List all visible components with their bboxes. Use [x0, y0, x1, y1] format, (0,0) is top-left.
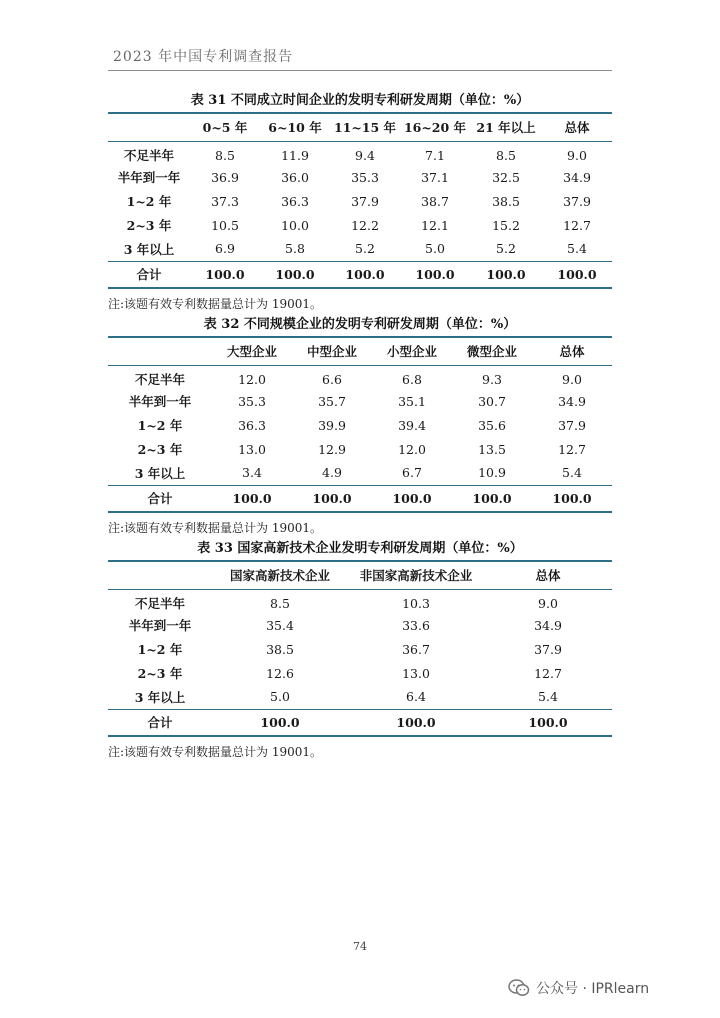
table-cell: 30.7 — [478, 393, 506, 409]
table-cell: 13.0 — [238, 441, 266, 457]
column-header: 总体 — [484, 561, 612, 589]
column-header: 16~20 年 — [400, 113, 470, 141]
table-cell: 36.0 — [281, 169, 309, 185]
table-cell: 5.4 — [567, 241, 587, 257]
table-header-row — [108, 561, 612, 589]
row-label: 2~3 年 — [126, 218, 172, 233]
table-cell: 6.7 — [402, 465, 422, 481]
row-label: 1~2 年 — [126, 194, 172, 209]
table-cell: 4.9 — [322, 465, 342, 481]
column-header: 总体 — [542, 113, 612, 141]
table-cell: 9.0 — [562, 371, 582, 387]
column-header: 中型企业 — [292, 337, 372, 365]
column-header: 总体 — [532, 337, 612, 365]
table-cell: 38.5 — [266, 641, 294, 657]
table-cell: 12.7 — [558, 441, 586, 457]
table-row — [108, 237, 612, 261]
column-header — [108, 337, 212, 365]
table-cell: 8.5 — [270, 595, 290, 611]
column-header: 0~5 年 — [190, 113, 260, 141]
column-header: 11~15 年 — [330, 113, 400, 141]
table-row — [108, 461, 612, 485]
table-cell: 36.9 — [211, 169, 239, 185]
table-cell: 10.3 — [402, 595, 430, 611]
table-cell: 9.4 — [355, 147, 375, 163]
table-cell: 6.6 — [322, 371, 342, 387]
table-cell: 100.0 — [400, 261, 470, 288]
column-header: 国家高新技术企业 — [212, 561, 348, 589]
column-header — [108, 113, 190, 141]
row-label: 3 年以上 — [123, 241, 175, 257]
row-label: 合计 — [108, 261, 190, 288]
table-cell: 100.0 — [484, 709, 612, 736]
row-label: 1~2 年 — [137, 642, 183, 657]
table-cell: 34.9 — [534, 617, 562, 633]
table-cell: 6.8 — [402, 371, 422, 387]
row-label: 合计 — [108, 709, 212, 736]
table-total-row — [108, 485, 612, 512]
table-cell: 12.7 — [534, 665, 562, 681]
table-cell: 37.1 — [421, 169, 449, 185]
running-header: 2023 年中国专利调查报告 — [113, 49, 294, 65]
table-cell: 12.6 — [266, 665, 294, 681]
table-cell: 37.9 — [558, 417, 586, 433]
watermark-text: 公众号 · IPRlearn — [536, 981, 650, 997]
table-header-row — [108, 113, 612, 141]
table-31 — [108, 112, 612, 289]
table-row — [108, 637, 612, 661]
table-cell: 13.0 — [402, 665, 430, 681]
table-cell: 36.3 — [238, 417, 266, 433]
row-label: 半年到一年 — [128, 618, 192, 633]
table-title: 表 32 不同规模企业的发明专利研发周期（单位：%） — [203, 317, 517, 332]
table-note: 注:该题有效专利数据量总计为 19001。 — [108, 521, 323, 535]
table-32-block — [108, 314, 612, 536]
table-cell: 9.0 — [567, 147, 587, 163]
table-title: 表 33 国家高新技术企业发明专利研发周期（单位：%） — [197, 541, 523, 556]
table-row — [108, 437, 612, 461]
row-label: 2~3 年 — [137, 666, 183, 681]
table-cell: 32.5 — [492, 169, 520, 185]
table-row — [108, 661, 612, 685]
table-cell: 10.5 — [211, 217, 239, 233]
table-cell: 9.0 — [538, 595, 558, 611]
table-cell: 9.3 — [482, 371, 502, 387]
table-cell: 100.0 — [292, 485, 372, 512]
table-cell: 34.9 — [563, 169, 591, 185]
table-cell: 35.3 — [238, 393, 266, 409]
column-header: 大型企业 — [212, 337, 292, 365]
table-31-block — [108, 90, 612, 312]
table-cell: 38.7 — [421, 193, 449, 209]
table-cell: 100.0 — [190, 261, 260, 288]
column-header: 21 年以上 — [470, 113, 542, 141]
table-cell: 6.4 — [406, 689, 426, 705]
table-cell: 39.4 — [398, 417, 426, 433]
table-cell: 10.9 — [478, 465, 506, 481]
row-label: 不足半年 — [134, 596, 185, 612]
table-row — [108, 165, 612, 189]
table-cell: 100.0 — [348, 709, 484, 736]
table-header-row — [108, 337, 612, 365]
row-label: 不足半年 — [123, 148, 174, 164]
table-cell: 100.0 — [372, 485, 452, 512]
row-label: 3 年以上 — [134, 465, 186, 481]
table-cell: 12.9 — [318, 441, 346, 457]
watermark — [508, 977, 708, 999]
table-cell: 5.8 — [285, 241, 305, 257]
table-cell: 5.0 — [425, 241, 445, 257]
table-33 — [108, 560, 612, 737]
table-note: 注:该题有效专利数据量总计为 19001。 — [108, 297, 323, 311]
table-cell: 35.7 — [318, 393, 346, 409]
table-cell: 5.4 — [538, 689, 558, 705]
table-cell: 35.6 — [478, 417, 506, 433]
wechat-icon — [508, 979, 530, 997]
table-cell: 35.4 — [266, 617, 294, 633]
table-cell: 100.0 — [542, 261, 612, 288]
table-total-row — [108, 261, 612, 288]
table-row — [108, 189, 612, 213]
table-cell: 12.0 — [238, 371, 266, 387]
row-label: 半年到一年 — [117, 170, 181, 185]
table-cell: 12.0 — [398, 441, 426, 457]
table-cell: 6.9 — [215, 241, 235, 257]
table-cell: 3.4 — [242, 465, 262, 481]
table-cell: 35.3 — [351, 169, 379, 185]
table-cell: 100.0 — [532, 485, 612, 512]
table-row — [108, 389, 612, 413]
table-cell: 5.4 — [562, 465, 582, 481]
column-header: 小型企业 — [372, 337, 452, 365]
table-cell: 12.1 — [421, 217, 449, 233]
table-cell: 7.1 — [425, 147, 445, 163]
table-cell: 100.0 — [452, 485, 532, 512]
row-label: 2~3 年 — [137, 442, 183, 457]
table-cell: 11.9 — [281, 147, 309, 163]
table-row — [108, 213, 612, 237]
table-cell: 12.7 — [563, 217, 591, 233]
table-cell: 100.0 — [260, 261, 330, 288]
table-cell: 34.9 — [558, 393, 586, 409]
table-cell: 12.2 — [351, 217, 379, 233]
table-cell: 5.2 — [496, 241, 516, 257]
table-cell: 100.0 — [470, 261, 542, 288]
column-header: 微型企业 — [452, 337, 532, 365]
page-number: 74 — [353, 940, 367, 953]
row-label: 半年到一年 — [128, 394, 192, 409]
table-cell: 10.0 — [281, 217, 309, 233]
column-header: 非国家高新技术企业 — [348, 561, 484, 589]
table-cell: 5.0 — [270, 689, 290, 705]
table-cell: 36.3 — [281, 193, 309, 209]
row-label: 1~2 年 — [137, 418, 183, 433]
table-cell: 35.1 — [398, 393, 426, 409]
column-header: 6~10 年 — [260, 113, 330, 141]
table-cell: 100.0 — [212, 485, 292, 512]
table-cell: 15.2 — [492, 217, 520, 233]
table-32 — [108, 336, 612, 513]
table-cell: 39.9 — [318, 417, 346, 433]
table-total-row — [108, 709, 612, 736]
table-cell: 13.5 — [478, 441, 506, 457]
row-label: 不足半年 — [134, 372, 185, 388]
table-cell: 38.5 — [492, 193, 520, 209]
table-cell: 5.2 — [355, 241, 375, 257]
table-title: 表 31 不同成立时间企业的发明专利研发周期（单位：%） — [190, 93, 530, 108]
table-row — [108, 413, 612, 437]
table-cell: 37.9 — [351, 193, 379, 209]
table-row — [108, 365, 612, 389]
table-cell: 8.5 — [215, 147, 235, 163]
table-cell: 100.0 — [212, 709, 348, 736]
table-cell: 37.3 — [211, 193, 239, 209]
table-row — [108, 589, 612, 613]
table-row — [108, 685, 612, 709]
row-label: 合计 — [108, 485, 212, 512]
table-cell: 37.9 — [534, 641, 562, 657]
table-cell: 37.9 — [563, 193, 591, 209]
table-cell: 36.7 — [402, 641, 430, 657]
table-cell: 33.6 — [402, 617, 430, 633]
column-header — [108, 561, 212, 589]
table-note: 注:该题有效专利数据量总计为 19001。 — [108, 745, 323, 759]
table-row — [108, 141, 612, 165]
header-rule — [108, 70, 612, 71]
table-row — [108, 613, 612, 637]
table-cell: 100.0 — [330, 261, 400, 288]
table-cell: 8.5 — [496, 147, 516, 163]
row-label: 3 年以上 — [134, 689, 186, 705]
table-33-block — [108, 538, 612, 760]
